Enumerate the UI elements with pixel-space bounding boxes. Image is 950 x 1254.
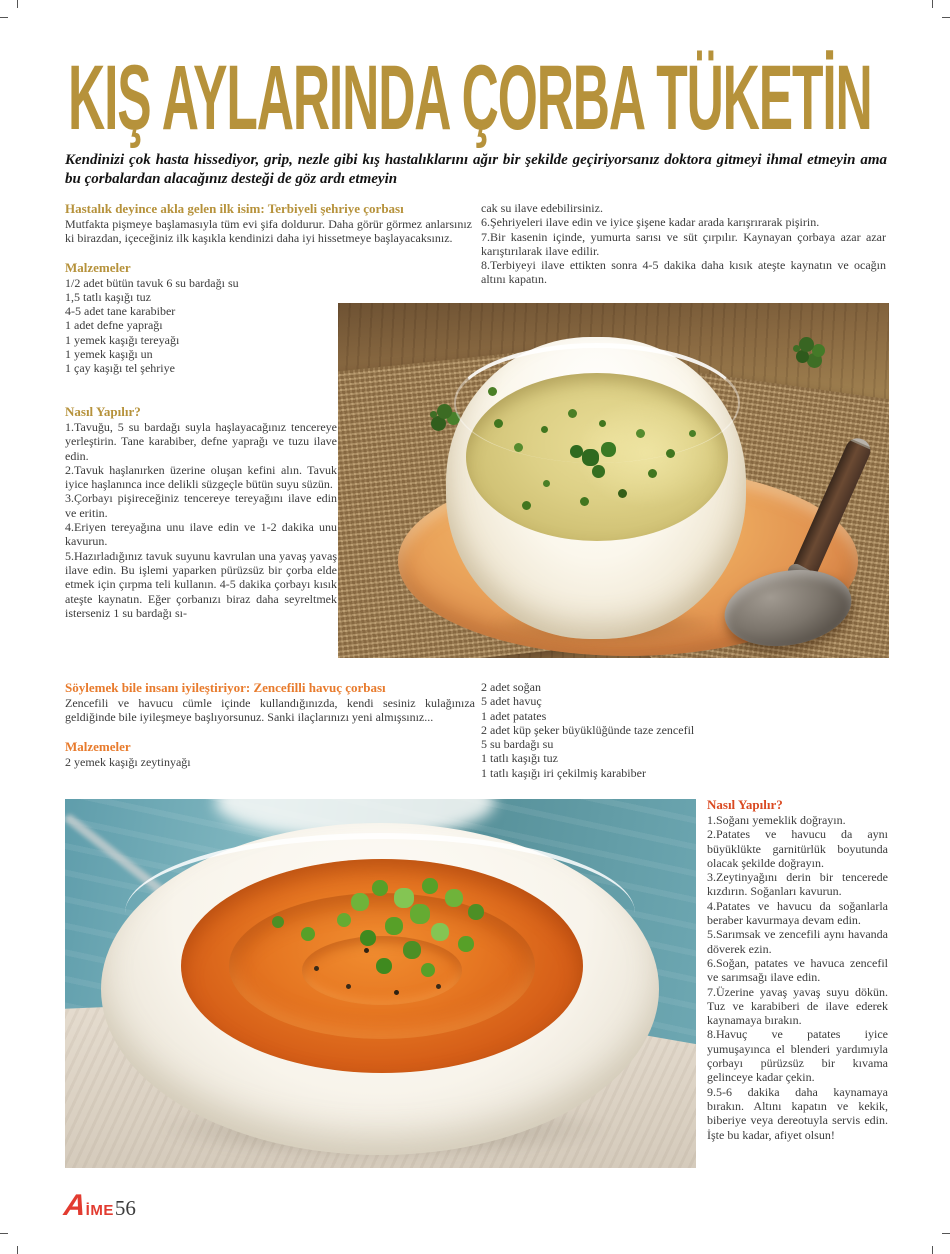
recipe1-method-column	[65, 404, 337, 620]
spacer	[65, 725, 475, 739]
crop-mark	[932, 0, 933, 8]
pepper-flecks	[65, 799, 68, 802]
recipe2-step: 3.Zeytinyağını derin bir tencerede kızdırın. Soğanları kavurun.	[707, 870, 888, 899]
recipe2-step: 5.Sarımsak ve zencefili aynı havanda döverek ezin.	[707, 927, 888, 956]
parsley-sprig	[793, 345, 800, 352]
carrot-soup-photo	[65, 799, 696, 1168]
masthead	[68, 47, 884, 149]
recipe2-ingredients-title: Malzemeler	[65, 738, 131, 754]
crop-mark	[0, 17, 8, 18]
recipe2-step: 2.Patates ve havucu da aynı büyüklükte garnitürlük boyutunda olacak şekilde doğrayın.	[707, 827, 888, 870]
crop-mark	[17, 0, 18, 8]
recipe2-step: 4.Patates ve havucu da soğanlarla beraber kavurmaya devam edin.	[707, 898, 888, 928]
ingredient-item: 1 adet defne yaprağı	[65, 318, 163, 333]
recipe1-right-column	[481, 201, 886, 287]
recipe2-step: 1.Soğanı yemeklik doğrayın.	[707, 813, 846, 827]
bowl-rim-highlight	[125, 833, 635, 993]
ingredient-item: 2 adet soğan	[481, 680, 541, 694]
ingredient-item: 5 su bardağı su	[481, 737, 554, 752]
recipe2-method-column	[707, 797, 888, 1142]
recipe1-step: 3.Çorbayı pişireceğiniz tencereye tereyağını ilave edin ve eritin.	[65, 491, 337, 520]
ingredient-item: 2 yemek kaşığı zeytinyağı	[65, 754, 191, 769]
page-title: KIŞ AYLARINDA ÇORBA TÜKETİN	[68, 47, 872, 149]
ingredient-item: 1 çay kaşığı tel şehriye	[65, 361, 175, 376]
ingredient-item: 1/2 adet bütün tavuk 6 su bardağı su	[65, 275, 239, 290]
crop-mark	[17, 1246, 18, 1254]
magazine-logo-text: İME	[85, 1202, 114, 1219]
ingredient-item: 1 yemek kaşığı un	[65, 347, 153, 362]
intro-paragraph: Kendinizi çok hasta hissediyor, grip, nezle gibi kış hastalıklarını ağır bir şekilde geçiriyorsanız doktora gitmeyi ihmal etmeyin ama bu çorbalardan alacağınız desteği de göz ardı etmeyin	[65, 152, 887, 187]
recipe2-left-column	[65, 680, 475, 769]
ingredient-item: 1 tatlı kaşığı iri çekilmiş karabiber	[481, 765, 646, 780]
crop-mark	[0, 1233, 8, 1234]
recipe1-step: 7.Bir kasenin içinde, yumurta sarısı ve süt çırpılır. Kaynayan çorbaya azar azar karıştırılarak ilave edilir.	[481, 229, 886, 258]
footer	[64, 1186, 136, 1220]
recipe1-step: 2.Tavuk haşlanırken üzerine oluşan kefini alın. Tavuk iyice haşlanınca ince delikli süzgeçle bütün suyu süzün.	[65, 462, 337, 492]
ingredient-item: 4-5 adet tane karabiber	[65, 304, 176, 319]
crop-mark	[932, 1246, 933, 1254]
recipe1-heading: Hastalık deyince akla gelen ilk isim: Terbiyeli şehriye çorbası	[65, 201, 404, 216]
page-number: 56	[114, 1196, 136, 1220]
recipe2-method-title: Nasıl Yapılır?	[707, 797, 783, 812]
ingredient-item: 1,5 tatlı kaşığı tuz	[65, 289, 151, 304]
ingredient-item: 5 adet havuç	[481, 694, 542, 709]
recipe2-step: 9.5-6 dakika daha kaynamaya bırakın. Altını kapatın ve kekik, biberiye veya dereotuyla servis edin. İşte bu kadar, afiyet olsun!	[707, 1084, 888, 1142]
recipe1-step: 8.Terbiyeyi ilave ettikten sonra 4-5 dakika daha kısık ateşte kaynatın ve ocağın altını kapatın.	[481, 258, 886, 287]
ingredient-item: 1 yemek kaşığı tereyağı	[65, 332, 180, 347]
recipe1-step: 4.Eriyen tereyağına unu ilave edin ve 1-2 dakika unu kavurun.	[65, 520, 337, 549]
recipe1-description: Mutfakta pişmeye başlamasıyla tüm evi şifa doldurur. Daha görür görmez anlarsınız ki birazdan, içeceğiniz ilk kaşıkla kendinizi daha iyi hissetmeye başlayacaksınız.	[65, 217, 472, 246]
bowl-rim-highlight	[454, 343, 740, 463]
crop-mark	[942, 17, 950, 18]
recipe1-step: 6.Şehriyeleri ilave edin ve iyice şişene kadar arada karışrırarak pişirin.	[481, 215, 820, 230]
recipe2-step: 6.Soğan, patates ve havuca zencefil ve sarımsağı ilave edin.	[707, 955, 888, 985]
magazine-logo-icon: A	[62, 1189, 88, 1222]
crop-mark	[942, 1233, 950, 1234]
recipe2-step: 8.Havuç ve patates iyice yumuşayınca el blenderi yardımıyla çorbayı pürüzsüz bir kıvama gelinceye kadar çekin.	[707, 1027, 888, 1085]
recipe1-step: 5.Hazırladığınız tavuk suyunu kavrulan una yavaş yavaş ilave edin. Bu işlemi yaparken pürüzsüz bir çorba elde etmek için çırpma teli kullanın. 4-5 dakika çorbayı kısık ateşte kaynatın. Eğer çorbanızı biraz daha seyreltmek isterseniz 1 su bardağı sı-	[65, 548, 337, 620]
ingredient-item: 1 adet patates	[481, 708, 547, 723]
recipe1-method-title: Nasıl Yapılır?	[65, 404, 141, 419]
recipe2-step: 7.Üzerine yavaş yavaş suyu dökün. Tuz ve karabiberi de ilave ederek kaynamaya bırakın.	[707, 984, 888, 1028]
ingredient-item: 1 tatlı kaşığı tuz	[481, 751, 558, 766]
recipe2-description: Zencefili ve havucu cümle içinde kullandığınızda, kendi sesiniz kulağınıza geldiğinde bile iyileşmeye başlıyorsunuz. Sanki ilaçlarınızı yeni almışsınız...	[65, 696, 475, 725]
spacer	[65, 246, 472, 260]
ingredient-item: 2 adet küp şeker büyüklüğünde taze zencefil	[481, 722, 695, 737]
recipe1-step-continued: cak su ilave edebilirsiniz.	[481, 201, 603, 215]
parsley-sprig	[430, 411, 437, 418]
recipe2-right-column	[481, 680, 886, 780]
recipe1-ingredients-title: Malzemeler	[65, 259, 131, 275]
recipe2-heading: Söylemek bile insanı iyileştiriyor: Zencefilli havuç çorbası	[65, 680, 386, 695]
chicken-broth-photo	[338, 303, 889, 658]
recipe1-step: 1.Tavuğu, 5 su bardağı suyla haşlayacağınız tencereye yerleştirin. Tane karabiber, defne yaprağı ve tuzu ilave edin.	[65, 420, 337, 463]
parsley-flecks	[338, 303, 343, 308]
